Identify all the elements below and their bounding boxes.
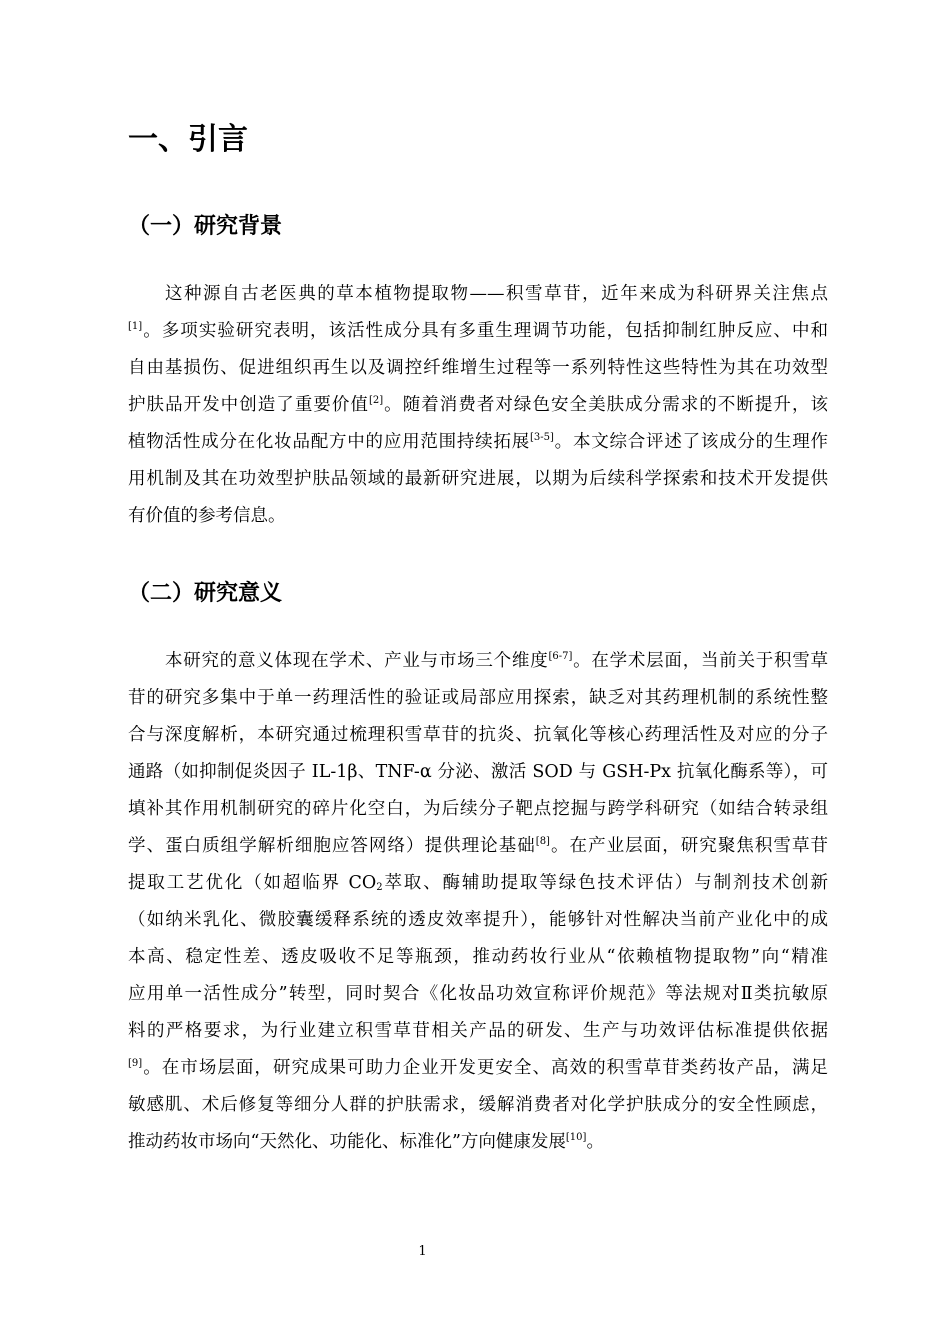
line-text: 。本文综合评述了该成分的生理作: [553, 432, 828, 452]
text-line: [128, 643, 828, 680]
text-line: [128, 276, 828, 313]
citation-ref: [6-7]: [548, 651, 573, 662]
line-text: 推动药妆市场向“天然化、功能化、标准化”方向健康发展: [128, 1132, 566, 1152]
text-line: [128, 387, 828, 424]
text-line: [128, 717, 828, 754]
text-line: [128, 424, 828, 461]
line-text: 应用单一活性成分”转型，同时契合《化妆品功效宣称评价规范》等法规对Ⅱ类抗敏原: [128, 984, 828, 1004]
line-text: 用机制及其在功效型护肤品领域的最新研究进展，以期为后续科学探索和技术开发提供: [128, 469, 828, 489]
text-line: [128, 1013, 828, 1050]
line-text: 提取工艺优化（如超临界 CO: [128, 873, 377, 893]
line-text: 通路（如抑制促炎因子 IL-1β、TNF-α 分泌、激活 SOD 与 GSH-Px 抗氧化酶系等），可: [128, 762, 828, 782]
section-heading-background: （一）研究背景: [128, 214, 283, 239]
line-text: 填补其作用机制研究的碎片化空白，为后续分子靶点挖掘与跨学科研究（如结合转录组: [128, 799, 828, 819]
section-heading-significance: （二）研究意义: [128, 581, 283, 606]
text-line: [128, 865, 828, 902]
line-text: 植物活性成分在化妆品配方中的应用范围持续拓展: [128, 432, 530, 452]
text-line: [128, 976, 828, 1013]
page-number: 1: [418, 1244, 427, 1259]
text-line: [128, 1050, 828, 1087]
citation-ref: [10]: [565, 1132, 587, 1143]
text-line: [128, 828, 828, 865]
line-text: 。随着消费者对绿色安全美肤成分需求的不断提升，该: [383, 395, 829, 415]
text-line: [128, 754, 828, 791]
line-text: 敏感肌、术后修复等细分人群的护肤需求，缓解消费者对化学护肤成分的安全性顾虑，: [128, 1095, 828, 1115]
line-text: 本高、稳定性差、透皮吸收不足等瓶颈，推动药妆行业从“依赖植物提取物”向“精准: [128, 947, 828, 967]
text-line: [128, 498, 828, 535]
line-text: 。在市场层面，研究成果可助力企业开发更安全、高效的积雪草苷类药妆产品，满足: [142, 1058, 828, 1078]
chapter-heading: 一、引言: [128, 122, 248, 157]
line-text: 。: [586, 1132, 604, 1152]
line-text: 自由基损伤、促进组织再生以及调控纤维增生过程等一系列特性这些特性为其在功效型: [128, 358, 828, 378]
line-text: 学、蛋白质组学解析细胞应答网络）提供理论基础: [128, 836, 536, 856]
line-text: 本研究的意义体现在学术、产业与市场三个维度: [165, 651, 549, 671]
citation-ref: [1]: [128, 321, 143, 332]
line-text: 合与深度解析，本研究通过梳理积雪草苷的抗炎、抗氧化等核心药理活性及对应的分子: [128, 725, 828, 745]
citation-ref: [8]: [535, 836, 550, 847]
subscript: 2: [376, 882, 383, 893]
text-line: [128, 680, 828, 717]
citation-ref: [3-5]: [530, 432, 554, 443]
line-text: 苷的研究多集中于单一药理活性的验证或局部应用探索，缺乏对其药理机制的系统性整: [128, 688, 828, 708]
citation-ref: [9]: [128, 1058, 143, 1069]
text-line: [128, 902, 828, 939]
text-line: [128, 791, 828, 828]
line-text: 有价值的参考信息。: [128, 506, 286, 526]
text-line: [128, 313, 828, 350]
line-text: 护肤品开发中创造了重要价值: [128, 395, 369, 415]
text-line: [128, 1124, 828, 1161]
line-text: 。在学术层面，当前关于积雪草: [572, 651, 829, 671]
line-text: 料的严格要求，为行业建立积雪草苷相关产品的研发、生产与功效评估标准提供依据: [128, 1021, 828, 1041]
text-line: [128, 939, 828, 976]
citation-ref: [2]: [368, 395, 384, 406]
line-text: 。多项实验研究表明，该活性成分具有多重生理调节功能，包括抑制红肿反应、中和: [142, 321, 828, 341]
paragraph-significance: [128, 643, 828, 1161]
text-line: [128, 461, 828, 498]
line-text: （如纳米乳化、微胶囊缓释系统的透皮效率提升），能够针对性解决当前产业化中的成: [128, 910, 828, 930]
line-text: 萃取、酶辅助提取等绿色技术评估）与制剂技术创新: [382, 873, 828, 893]
text-line: [128, 1087, 828, 1124]
text-line: [128, 350, 828, 387]
line-text: 这种源自古老医典的草本植物提取物——积雪草苷，近年来成为科研界关注焦点: [165, 284, 828, 304]
paragraph-background: [128, 276, 828, 535]
line-text: 。在产业层面，研究聚焦积雪草苷: [549, 836, 829, 856]
